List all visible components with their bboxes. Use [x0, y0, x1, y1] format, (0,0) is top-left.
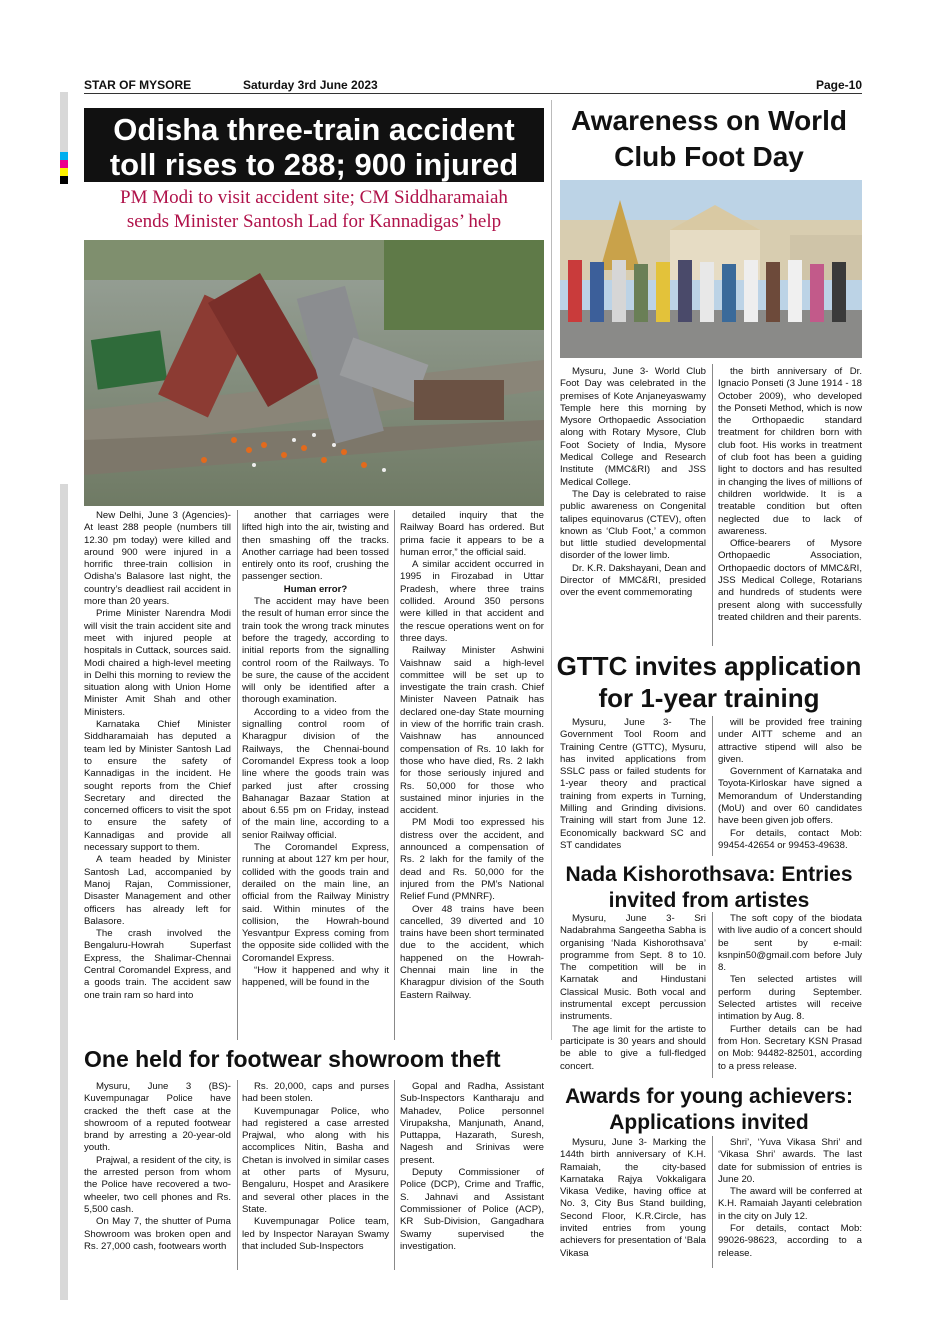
lead-col3-para: Over 48 trains have been cancelled, 39 diverted and 10 trains have been short terminated due to the accident, which happened on the Howrah-Chennai main line in the Kharagpur division of the South Eastern Railway.: [400, 903, 544, 1001]
theft-col1-para: Mysuru, June 3 (BS)- Kuvempunagar Police have cracked the theft case at the showroom of a reputed footwear brand by arresting a 20-year-old youth.: [84, 1081, 231, 1154]
page-number: Page-10: [815, 78, 862, 92]
train-accident-photo: [84, 240, 544, 506]
lead-col-divider-2: [394, 510, 395, 1040]
nada-headline: [556, 862, 862, 914]
lead-subhead-human-error: Human error?: [283, 583, 348, 595]
registration-cyan: [60, 152, 68, 160]
lead-col3-para: A similar accident occurred in 1995 in Firozabad in Uttar Pradesh, where three trains collided. Around 350 persons were killed in that accident and the rescue operations went on for three days.: [400, 559, 544, 644]
clubfoot-col1-para: Dr. K.R. Dakshayani, Dean and Director of MMC&RI, presided over the event commemorating: [560, 562, 706, 599]
lead-col2-para: “How it happened and why it happened, will be found in the: [242, 964, 389, 989]
nada-col2-para: Further details can be had from Hon. Secretary KSN Prasad on Mob: 94482-82501, according to a press release.: [718, 1023, 862, 1072]
lead-headline: [84, 108, 544, 182]
clubfoot-col1-para: Mysuru, June 3- World Club Foot Day was celebrated in the premises of Kote Anjaneyaswamy Temple here this morning by Mysore Orthopaedic Association along with Rotary Mysore, Club Foot Society of India, Mysore Medical College and Research Institute (MMC&RI) and JSS Medical College.: [560, 366, 706, 488]
theft-column-2: [242, 1081, 389, 1253]
club-foot-event-image: [560, 180, 862, 358]
gttc-headline: [556, 650, 862, 714]
theft-col3-para: Gopal and Radha, Assistant Sub-Inspectors Kantharaju and Mahadev, Police personnel Virupaksha, Manjunath, Anand, Puttappa, Hazarath, Suresh, Nagesh and Srinivas were present.: [400, 1081, 544, 1166]
left-margin-bar-top: [60, 92, 68, 152]
lead-subheadline: [84, 186, 544, 234]
theft-col1-para: Prajwal, a resident of the city, is the arrested person from whom the Police have recovered a two-wheeler, two cell phones and Rs. 5,500 cash.: [84, 1154, 231, 1215]
nada-column-2: [718, 913, 862, 1073]
theft-col3-para: Deputy Commissioner of Police (DCP), Crime and Traffic, S. Jahnavi and Assistant Commissioner of Police (ACP), KR Sub-Division, Gangadhara Swamy supervised the investigation.: [400, 1167, 544, 1252]
nada-column-1: [560, 913, 706, 1073]
clubfoot-col1-para: The Day is celebrated to raise public awareness on Congenital talipes equinovarus (CTEV), often known as ‘Club Foot,’ a common but little studied developmental disorder of the lower limb.: [560, 488, 706, 562]
clubfoot-column-1: [560, 366, 706, 600]
awards-col-divider: [712, 1136, 713, 1268]
lead-column-2: [242, 510, 389, 990]
gttc-column-2: [718, 717, 862, 852]
clubfoot-col-divider: [712, 364, 713, 646]
gttc-col2-para: Government of Karnataka and Toyota-Kirloskar have signed a Memorandum of Understanding (MoU) and over 60 candidates have been given job offers.: [718, 766, 862, 827]
lead-column-1: [84, 510, 231, 1002]
club-foot-event-photo: [560, 180, 862, 358]
clubfoot-headline-line2: Club Foot Day: [614, 141, 804, 172]
awards-headline-line1: Awards for young achievers:: [565, 1085, 853, 1108]
clubfoot-headline: [556, 103, 862, 175]
lead-col2-para: According to a video from the signalling control room of Kharagpur division of the Railways, the Chennai-bound Coromandel Express took a loop line where the goods train was parked just after crossing Bahanagar Bazaar Station at about 6.55 pm on Friday, instead of the main line, according to a senior Railway official.: [242, 706, 389, 841]
awards-headline: [556, 1084, 862, 1136]
issue-date: Saturday 3rd June 2023: [243, 78, 378, 92]
nada-col2-para: Ten selected artistes will perform during September. Selected artistes will receive intimation by Aug. 8.: [718, 974, 862, 1023]
theft-col1-para: On May 7, the shutter of Puma Showroom was broken open and Rs. 27,000 cash, footwears worth: [84, 1216, 231, 1252]
lead-col3-para: detailed inquiry that the Railway Board has ordered. But prima facie it appears to be a human error,” the official said.: [400, 510, 544, 558]
theft-col2-para: Rs. 20,000, caps and purses had been stolen.: [242, 1081, 389, 1105]
left-margin-bar-bottom: [60, 484, 68, 1300]
awards-col1-para: Mysuru, June 3- Marking the 144th birth anniversary of K.H. Ramaiah, the city-based Karnataka Rajya Vokkaligara Vikasa Vedike, having office at No. 3, City Bus Stand building, Second Floor, K.R.Circle, has invited entries from young achievers for presentation of ‘Bala Vikasa: [560, 1137, 706, 1259]
theft-col2-para: Kuvempunagar Police team, led by Inspector Narayan Swamy that included Sub-Inspectors: [242, 1216, 389, 1252]
theft-col-divider-2: [394, 1080, 395, 1270]
header-rule: [84, 93, 862, 94]
registration-black: [60, 176, 68, 184]
lead-col-divider-1: [237, 510, 238, 1040]
nada-headline-line2: invited from artistes: [608, 889, 810, 912]
lead-col1-para: New Delhi, June 3 (Agencies)- At least 288 people (numbers till 12.30 pm today) were killed and around 900 were injured in a horrific three-train collision in Odisha’s Balasore last night, the country’s deadliest rail accident in more than 20 years.: [84, 510, 231, 608]
lead-col2-para: The accident may have been the result of human error since the train took the wrong track minutes before the tragedy, according to initial reports from the signalling control room of the Railways. To be sure, the cause of the accident will only be identified after a thorough examination.: [242, 596, 389, 706]
nada-headline-line1: Nada Kishorothsava: Entries: [565, 863, 853, 886]
theft-column-3: [400, 1081, 544, 1253]
registration-magenta: [60, 160, 68, 168]
lead-sub-line2: sends Minister Santosh Lad for Kannadigas’ help: [126, 211, 502, 232]
lead-sub-line1: PM Modi to visit accident site; CM Siddharamaiah: [120, 187, 508, 208]
gttc-col1-para: Mysuru, June 3- The Government Tool Room and Training Centre (GTTC), Mysuru, has invited applications from SSLC pass or failed students for 1-year theory and practical training from experts in Turning, Milling and Grinding divisions. Training will start from June 12. Economically backward SC and ST candidates: [560, 717, 706, 851]
clubfoot-col2-para: the birth anniversary of Dr. Ignacio Ponseti (3 June 1914 - 18 October 2009), who developed the Ponseti Method, which is now the Orthopaedic standard treatment for children born with club foot. His works in treatment of club foot has been a guiding light to doctors and has resulted in changing the lives of millions of children worldwide. It is a treatable condition but often neglected due to lack of awareness.: [718, 366, 862, 537]
awards-column-1: [560, 1137, 706, 1260]
lead-col1-para: Karnataka Chief Minister Siddharamaiah has deputed a team led by Minister Santosh Lad to ensure the safety of Kannadigas in the incident. He sought reports from the Chief Secretary and directed the concerned officers to visit the spot to ensure the safety of Kannadigas and provide all necessary support to them.: [84, 719, 231, 854]
lead-col3-para: PM Modi too expressed his distress over the accident, and announced a compensation of Rs. 2 lakh for the family of the dead and Rs. 50,000 for the injured from the PM’s National Relief Fund (PMNRF).: [400, 817, 544, 903]
theft-col2-para: Kuvempunagar Police, who had registered a case arrested Prajwal, who along with his accomplices Nitin, Basha and Chetan is involved in similar cases at other parts of Mysuru, Bengaluru, Hospet and Arasikere and several other places in the State.: [242, 1105, 389, 1215]
lead-headline-line1: Odisha three-train accident: [113, 112, 515, 147]
awards-column-2: [718, 1137, 862, 1260]
lead-col2-para: another that carriages were lifted high into the air, twisting and then smashing off the tracks. Another carriage had been tossed entirely onto its roof, crushing the passenger section.: [242, 510, 389, 583]
lead-col2-para: The Coromandel Express, running at about 127 km per hour, collided with the goods train and derailed on the main line, an official from the Railway Ministry said. Within minutes of the collision, the Howrah-bound Yesvantpur Express coming from the opposite side collided with the Coromandel Express.: [242, 842, 389, 964]
gttc-col2-para: For details, contact Mob: 99454-42654 or 99453-49638.: [718, 827, 862, 851]
gttc-headline-line1: GTTC invites application: [556, 651, 862, 681]
theft-headline: One held for footwear showroom theft: [84, 1046, 501, 1072]
clubfoot-col2-para: Office-bearers of Mysore Orthopaedic Association, Orthopaedic doctors of MMC&RI, JSS Medical College, Rotarians and hundreds of students were present along with successfully treated children and their parents.: [718, 538, 862, 623]
lead-headline-line2: toll rises to 288; 900 injured: [109, 147, 519, 182]
lead-col1-para: A team headed by Minister Santosh Lad, accompanied by Manoj Rajan, Commissioner, Disaster Management and other officers has already left for Balasore.: [84, 854, 231, 927]
paper-name: STAR OF MYSORE: [84, 78, 192, 92]
lead-column-3: [400, 510, 544, 1002]
awards-col2-para: Shri’, ‘Yuva Vikasa Shri’ and ‘Vikasa Shri’ awards. The last date for submission of entries is June 20.: [718, 1137, 862, 1185]
lead-col1-para: The crash involved the Bengaluru-Howrah Superfast Express, the Shalimar-Chennai Central Coromandel Express, and a goods train. The accident saw one train ram so hard into: [84, 928, 231, 1001]
lead-col1-para: Prime Minister Narendra Modi will visit the train accident site and meet with injured people at hospitals in Cuttack, sources said. Modi chaired a high-level meeting in Delhi this morning to review the situation along with Union Home Minister Amit Shah and other Ministers.: [84, 608, 231, 718]
clubfoot-column-2: [718, 366, 862, 624]
lead-col3-para: Railway Minister Ashwini Vaishnaw said a high-level committee will be set up to investigate the train crash. Chief Minister Naveen Patnaik has declared one-day State mourning in view of the horrific train crash. Vaishnaw has announced compensation of Rs. 10 lakh for those who have died, Rs. 2 lakh for those seriously injured and Rs. 50,000 for those who sustained minor injuries in the accident.: [400, 645, 544, 817]
awards-headline-line2: Applications invited: [609, 1111, 809, 1134]
awards-col2-para: For details, contact Mob: 99026-98623, according to a release.: [718, 1223, 862, 1259]
gttc-headline-line2: for 1-year training: [598, 683, 820, 713]
gttc-col-divider: [712, 716, 713, 856]
registration-yellow: [60, 168, 68, 176]
theft-col-divider-1: [237, 1080, 238, 1270]
train-accident-image: [84, 240, 544, 506]
gttc-col2-para: will be provided free training under AITT scheme and an attractive stipend will also be given.: [718, 717, 862, 765]
section-divider: [551, 100, 552, 1040]
theft-column-1: [84, 1081, 231, 1253]
gttc-column-1: [560, 717, 706, 852]
awards-col2-para: The award will be conferred at K.H. Ramaiah Jayanti celebration in the city on July 12.: [718, 1186, 862, 1222]
nada-col1-para: Mysuru, June 3- Sri Nadabrahma Sangeetha Sabha is organising ‘Nada Kishorothsava’ programme from Sept. 8 to 10. The competition will be in Karnatak and Hindustani Classical Music. Both vocal and instrumental except percussion instruments.: [560, 913, 706, 1023]
nada-col1-para: The age limit for the artiste to participate is 30 years and should be able to give a full-fledged concert.: [560, 1023, 706, 1072]
nada-col-divider: [712, 912, 713, 1078]
nada-col2-para: The soft copy of the biodata with live audio of a concert should be sent by e-mail: ksnpin50@gmail.com before July 8.: [718, 913, 862, 974]
clubfoot-headline-line1: Awareness on World: [571, 105, 847, 136]
